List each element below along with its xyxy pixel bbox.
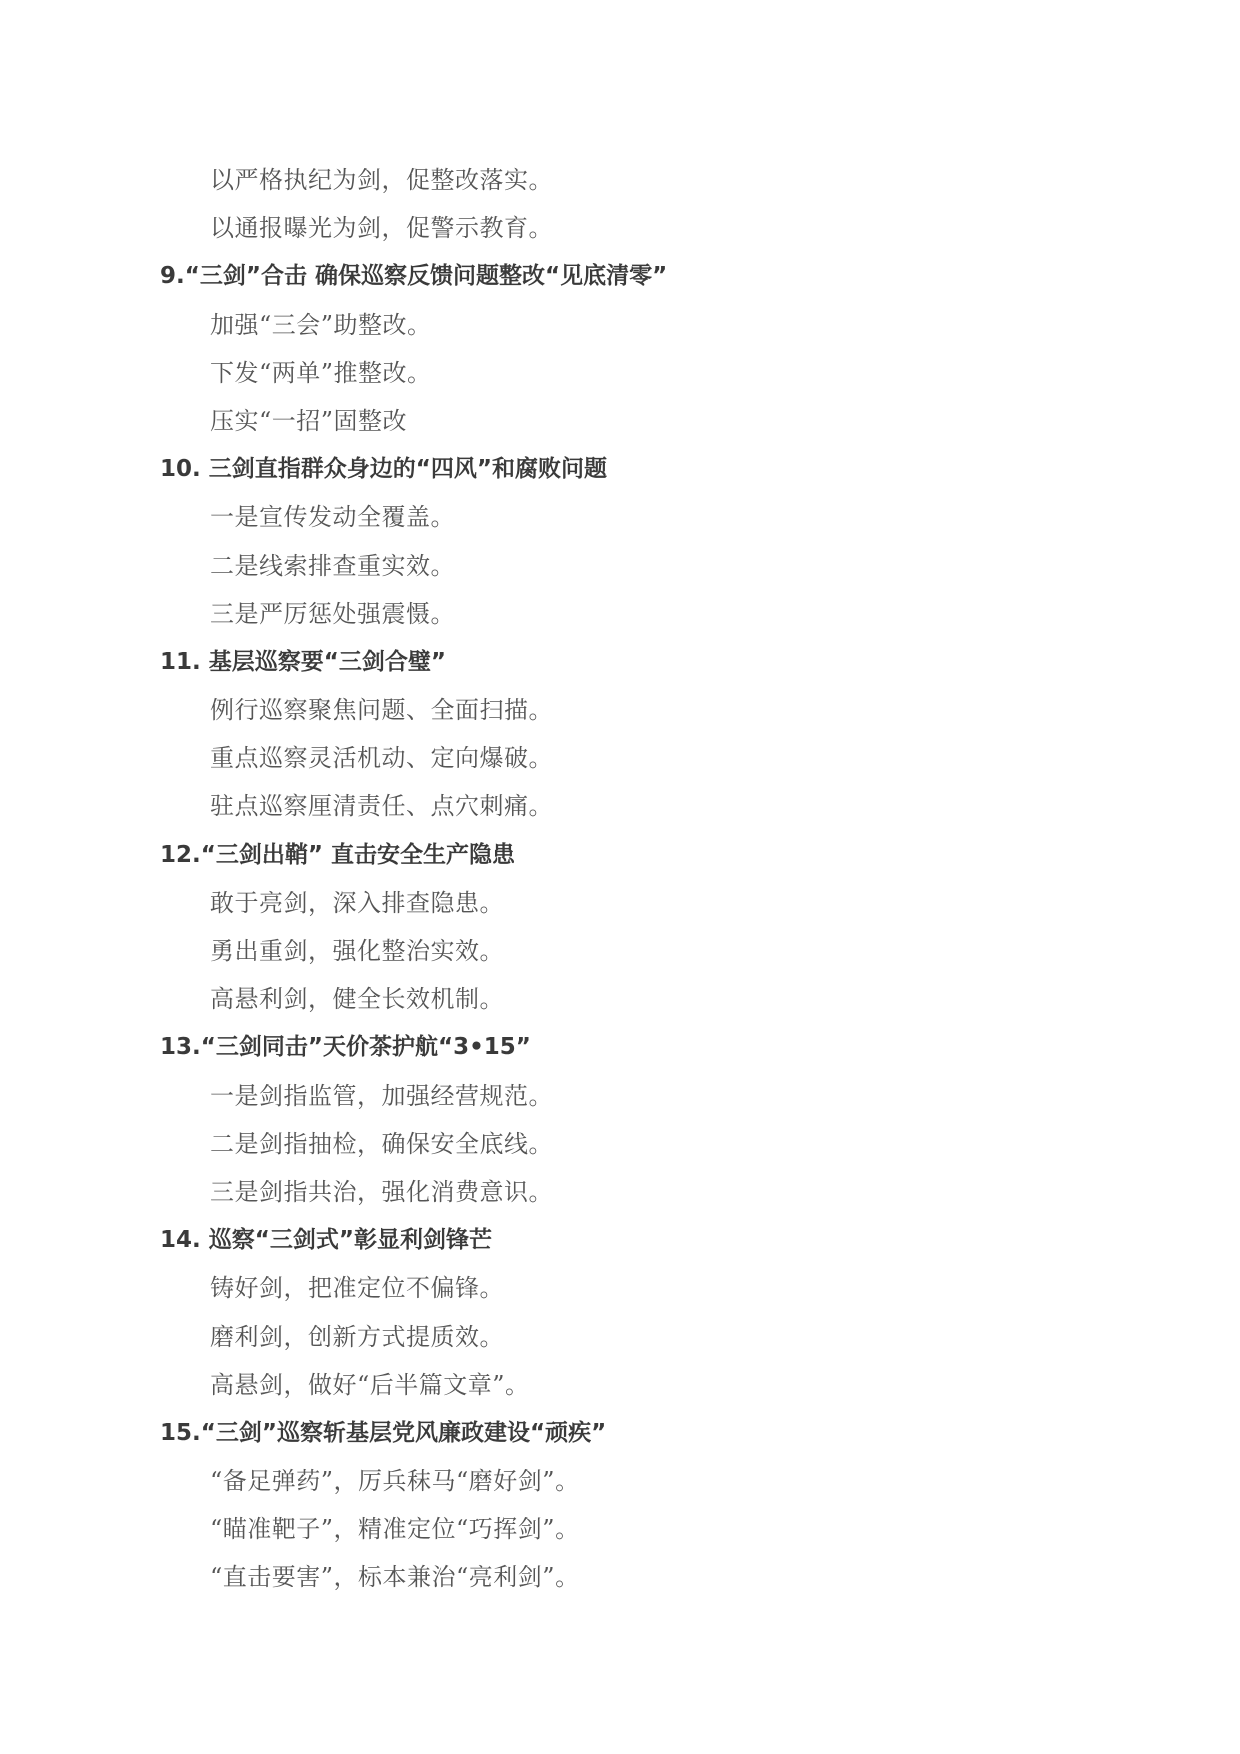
list-item: 勇出重剑，强化整治实效。 <box>210 937 504 965</box>
section-heading: 13.“三剑同击”天价茶护航“3•15” <box>160 1034 531 1061</box>
list-item: 下发“两单”推整改。 <box>210 358 432 387</box>
list-item: 重点巡察灵活机动、定向爆破。 <box>210 744 553 773</box>
list-item: 磨利剑，创新方式提质效。 <box>210 1322 504 1351</box>
list-item: “直击要害”，标本兼治“亮利剑”。 <box>210 1563 580 1592</box>
document-body <box>160 156 1120 1602</box>
list-item: 例行巡察聚焦问题、全面扫描。 <box>210 696 553 725</box>
list-item: “备足弹药”，厉兵秣马“磨好剑”。 <box>210 1467 580 1496</box>
list-item: 压实“一招”固整改 <box>210 406 408 435</box>
section-heading: 12.“三剑出鞘” 直击安全生产隐患 <box>160 841 515 868</box>
list-item: 二是剑指抽检，确保安全底线。 <box>210 1129 553 1158</box>
section-heading: 11. 基层巡察要“三剑合璧” <box>160 648 446 675</box>
list-item: 三是严厉惩处强震慑。 <box>210 599 455 628</box>
list-item: 驻点巡察厘清责任、点穴刺痛。 <box>210 792 553 821</box>
list-item: 敢于亮剑，深入排查隐患。 <box>210 888 504 917</box>
list-item: 三是剑指共治，强化消费意识。 <box>210 1177 553 1206</box>
list-item: 加强“三会”助整改。 <box>210 310 432 339</box>
list-item: 以严格执纪为剑，促整改落实。 <box>210 166 553 194</box>
list-item: 一是宣传发动全覆盖。 <box>210 503 455 532</box>
list-item: 高悬利剑，健全长效机制。 <box>210 985 504 1014</box>
list-item: 二是线索排查重实效。 <box>210 551 455 580</box>
list-item: 一是剑指监管，加强经营规范。 <box>210 1081 553 1110</box>
section-heading: 14. 巡察“三剑式”彰显利剑锋芒 <box>160 1227 492 1254</box>
section-heading: 10. 三剑直指群众身边的“四风”和腐败问题 <box>160 456 607 483</box>
list-item: 以通报曝光为剑，促警示教育。 <box>210 214 553 243</box>
list-item: 铸好剑，把准定位不偏锋。 <box>210 1274 504 1303</box>
list-item: 高悬剑，做好“后半篇文章”。 <box>210 1370 530 1399</box>
list-item: “瞄准靶子”，精准定位“巧挥剑”。 <box>210 1515 580 1544</box>
section-heading: 15.“三剑”巡察斩基层党风廉政建设“顽疾” <box>160 1419 607 1446</box>
section-heading: 9.“三剑”合击 确保巡察反馈问题整改“见底清零” <box>160 263 668 290</box>
